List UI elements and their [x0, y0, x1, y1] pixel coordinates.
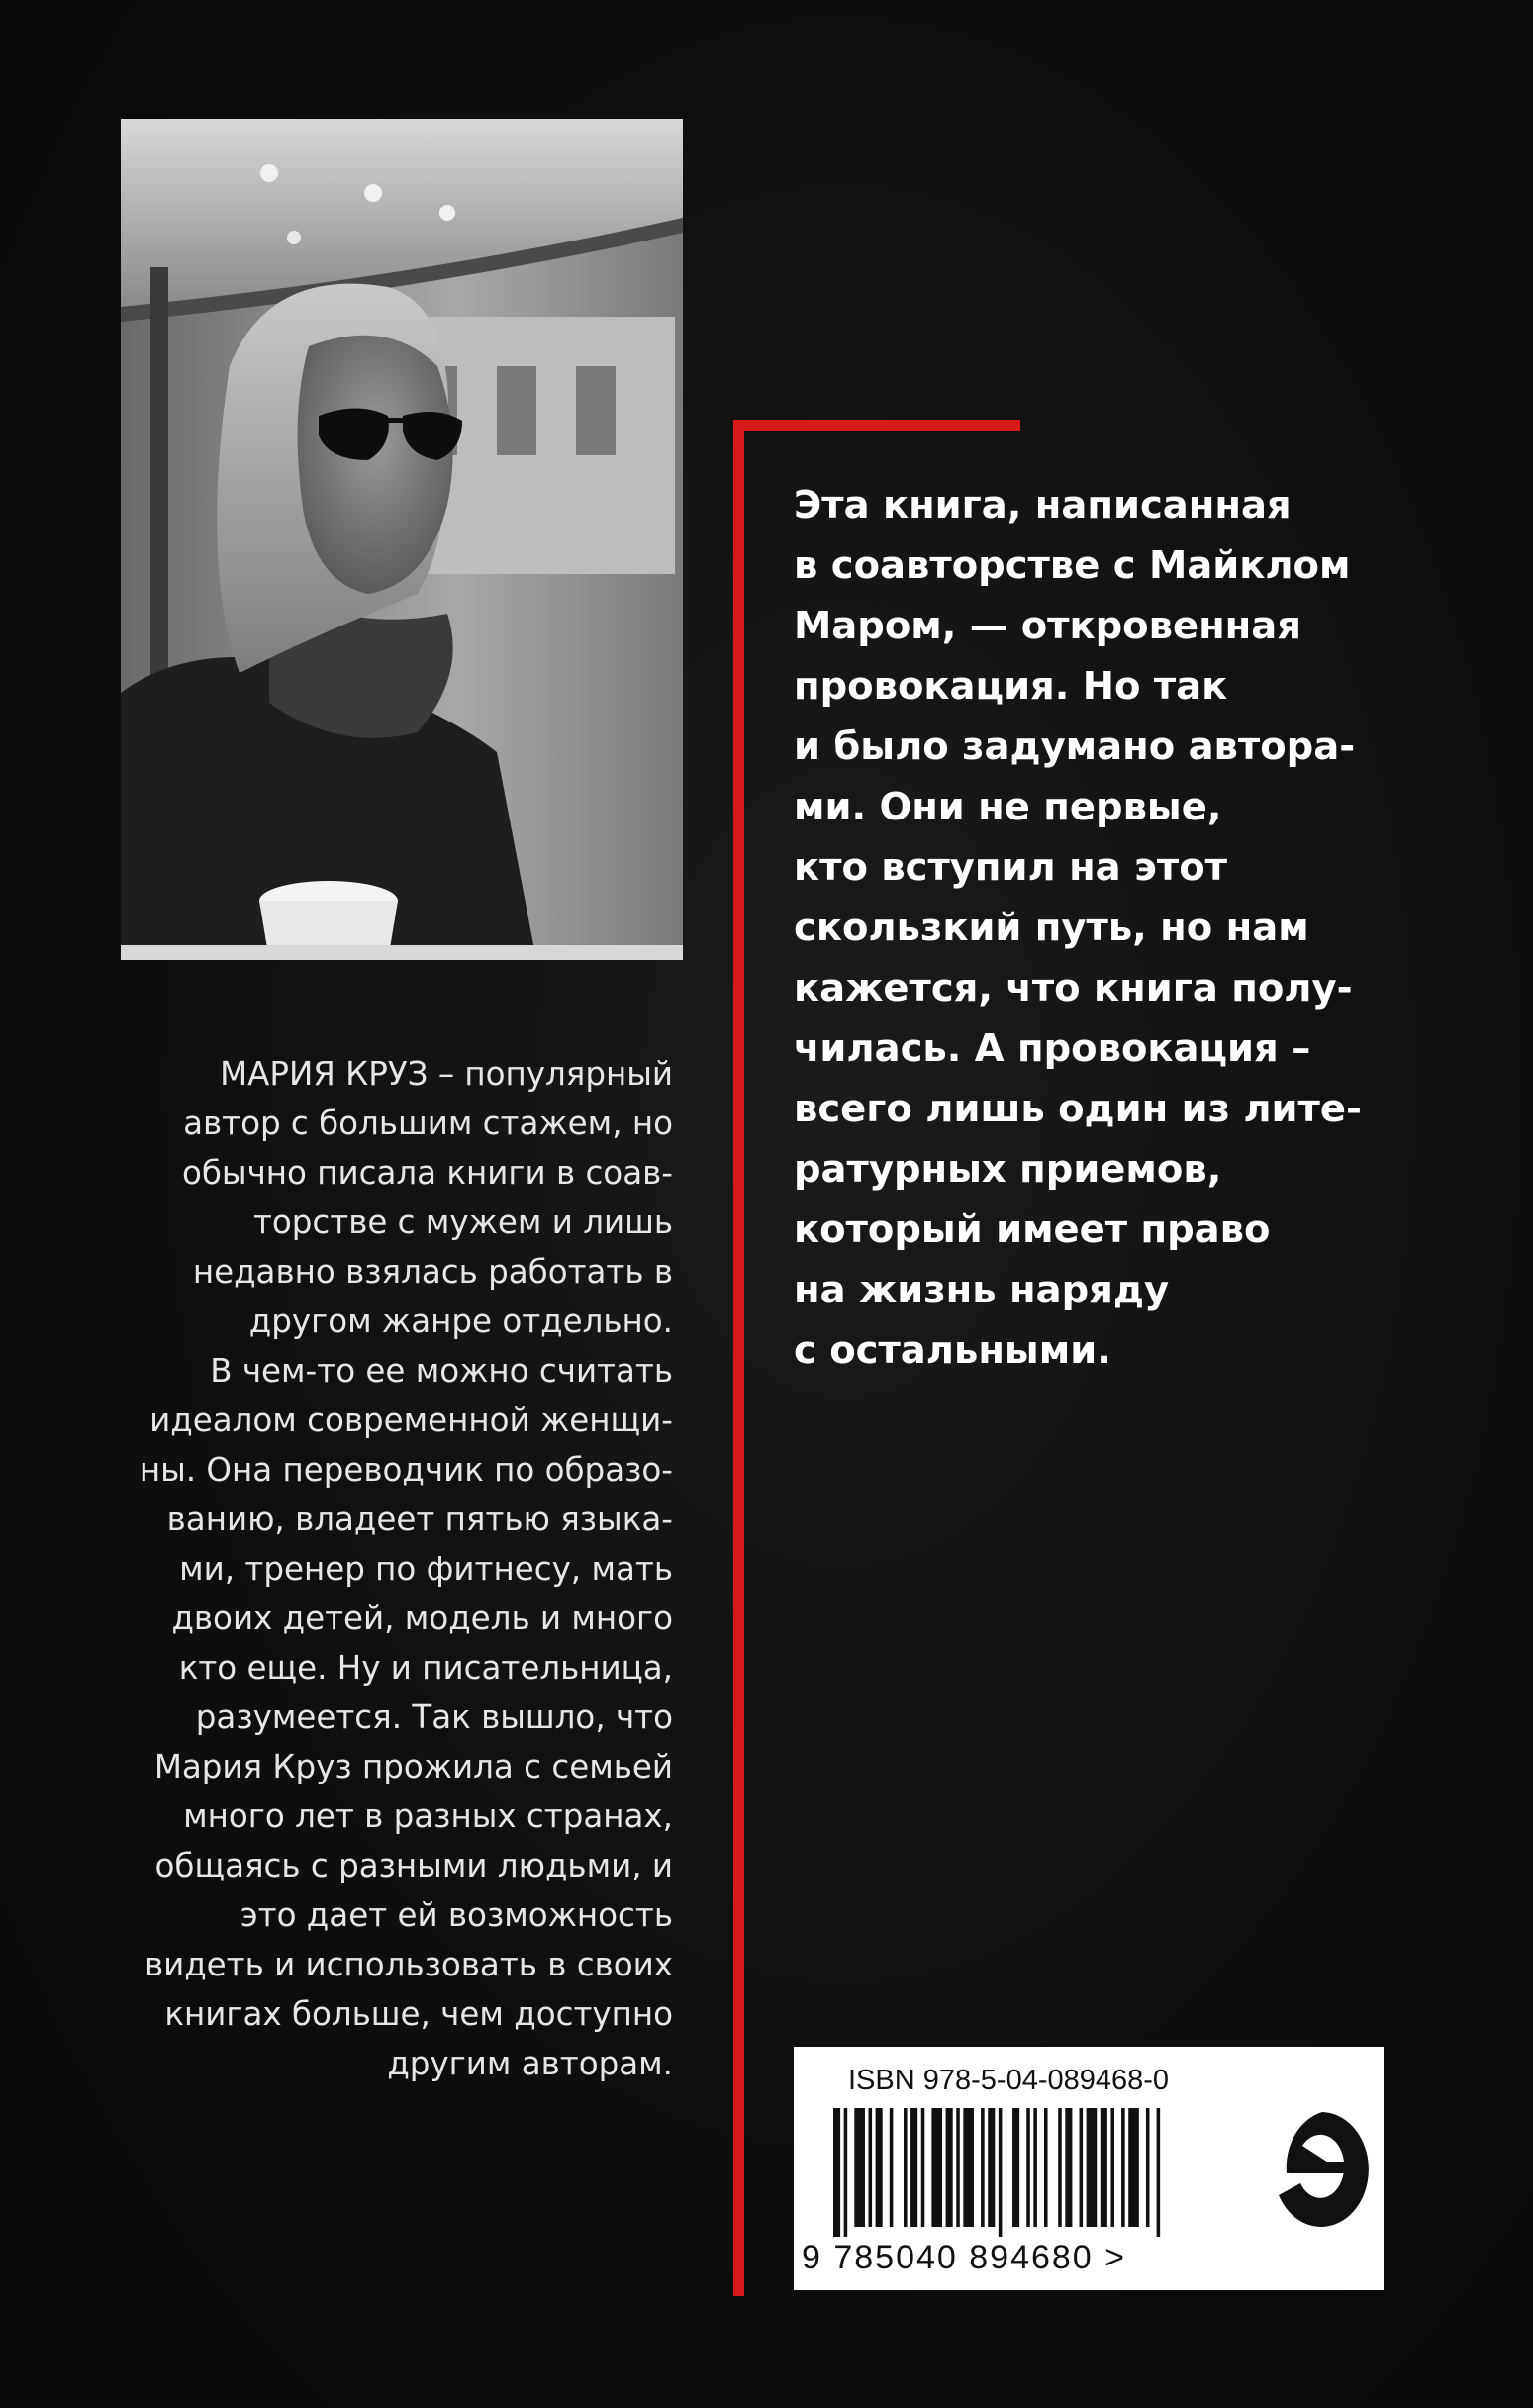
bio-line: ны. Она переводчик по образо- — [139, 1451, 673, 1489]
barcode — [829, 2108, 1265, 2237]
author-bio — [119, 1049, 673, 2088]
accent-bar-top — [733, 420, 1020, 431]
bio-line: другим авторам. — [387, 2045, 673, 2082]
blurb-line: ми. Они не первые, — [794, 785, 1222, 829]
isbn-label: ISBN 978-5-04-089468-0 — [848, 2065, 1170, 2096]
bio-line: ванию, владеет пятью языка- — [166, 1500, 673, 1538]
bio-line: другом жанре отдельно. — [248, 1302, 673, 1340]
eksmo-logo-icon — [1267, 2104, 1378, 2233]
bio-line: идеалом современной женщи- — [149, 1401, 673, 1439]
blurb-line: который имеет право — [794, 1207, 1271, 1252]
blurb-line: кажется, что книга полу- — [794, 966, 1353, 1011]
blurb-line: в соавторстве с Майклом — [794, 543, 1351, 588]
author-photo — [121, 119, 683, 960]
bio-line: ми, тренер по фитнесу, мать — [179, 1550, 673, 1588]
bio-line: это дает ей возможность — [240, 1896, 673, 1934]
bio-line: Мария Круз прожила с семьей — [153, 1748, 673, 1785]
blurb-line: чилась. А провокация – — [794, 1026, 1311, 1071]
bio-line: обычно писала книги в соав- — [182, 1154, 673, 1192]
blurb-line: с остальными. — [794, 1328, 1111, 1373]
bio-line: видеть и использовать в своих — [144, 1946, 673, 1983]
bio-line: разумеется. Так вышло, что — [195, 1698, 673, 1736]
bio-line: торстве с мужем и лишь — [252, 1204, 673, 1241]
bio-line: общаясь с разными людьми, и — [154, 1847, 673, 1884]
bio-line: автор с большим стажем, но — [183, 1105, 673, 1142]
bio-line: много лет в разных странах, — [183, 1797, 673, 1835]
blurb-line: ратурных приемов, — [794, 1147, 1222, 1192]
bio-line: двоих детей, модель и много — [171, 1599, 673, 1637]
accent-bar-vertical — [733, 420, 744, 2296]
bio-line: В чем-то ее можно считать — [210, 1352, 673, 1390]
bio-line: кто еще. Ну и писательница, — [178, 1649, 673, 1686]
bio-line: книгах больше, чем доступно — [164, 1995, 673, 2033]
book-blurb — [794, 475, 1388, 1381]
blurb-line: провокация. Но так — [794, 664, 1228, 709]
bio-line: МАРИЯ КРУЗ – популярный — [220, 1055, 673, 1093]
blurb-line: всего лишь один из лите- — [794, 1087, 1362, 1131]
barcode-digits: 9 785040 894680 > — [802, 2239, 1127, 2276]
bio-line: недавно взялась работать в — [192, 1253, 673, 1291]
blurb-line: Маром, — откровенная — [794, 604, 1301, 648]
isbn-barcode-box — [794, 2047, 1384, 2290]
blurb-line: Эта книга, написанная — [794, 483, 1292, 528]
blurb-line: скользкий путь, но нам — [794, 906, 1309, 950]
blurb-line: кто вступил на этот — [794, 845, 1227, 890]
blurb-line: и было задумано автора- — [794, 724, 1356, 769]
blurb-line: на жизнь наряду — [794, 1268, 1170, 1312]
